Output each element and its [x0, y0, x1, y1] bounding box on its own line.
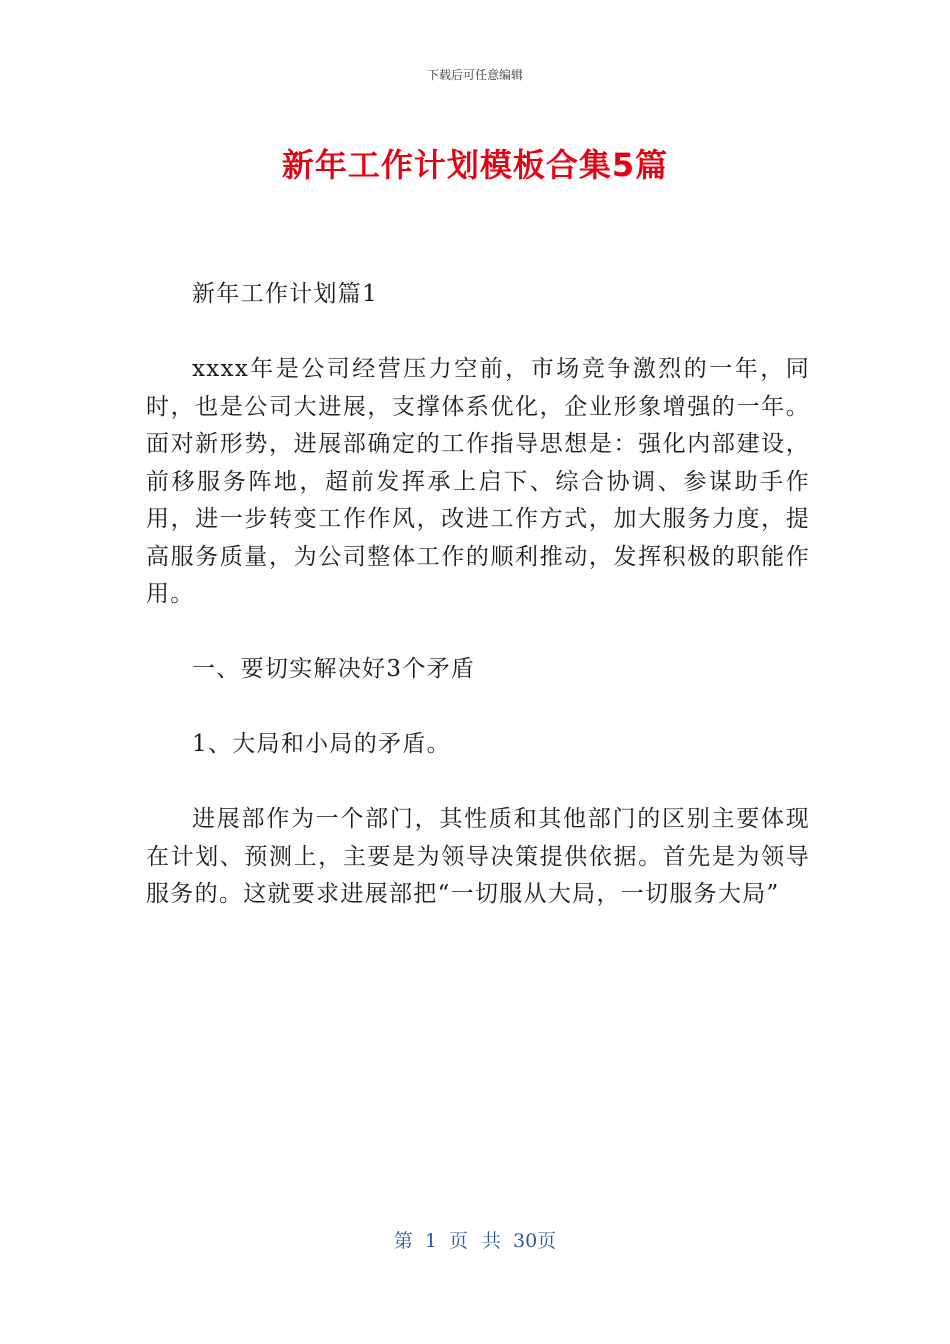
- page-footer: [0, 1226, 950, 1253]
- section-heading: 新年工作计划篇1: [192, 281, 379, 307]
- list-item-heading: 1、大局和小局的矛盾。: [192, 731, 451, 757]
- subsection-heading: 一、要切实解决好3个矛盾: [192, 656, 476, 682]
- paragraph: 进展部作为一个部门，其性质和其他部门的区别主要体现在计划、预测上，主要是为领导决策提供依据。首先是为领导服务的。这就要求进展部把“一切服从大局，一切服务大局”: [146, 806, 810, 907]
- current-page-number: 1: [424, 1230, 437, 1252]
- page-of-label: 页 共: [448, 1230, 501, 1252]
- document-body: [146, 276, 810, 914]
- page-header: 下载后可任意编辑: [426, 68, 523, 82]
- document-title: 新年工作计划模板合集5篇: [281, 146, 669, 184]
- paragraph: xxxx年是公司经营压力空前，市场竞争激烈的一年，同时，也是公司大进展，支撑体系优化，企业形象增强的一年。面对新形势，进展部确定的工作指导思想是：强化内部建设，前移服务阵地，超前发挥承上启下、综合协调、参谋助手作用，进一步转变工作作风，改进工作方式，加大服务力度，提高服务质量，为公司整体工作的顺利推动，发挥积极的职能作用。: [146, 356, 810, 607]
- page-label: 第: [393, 1230, 413, 1252]
- total-pages: 30页: [512, 1230, 557, 1252]
